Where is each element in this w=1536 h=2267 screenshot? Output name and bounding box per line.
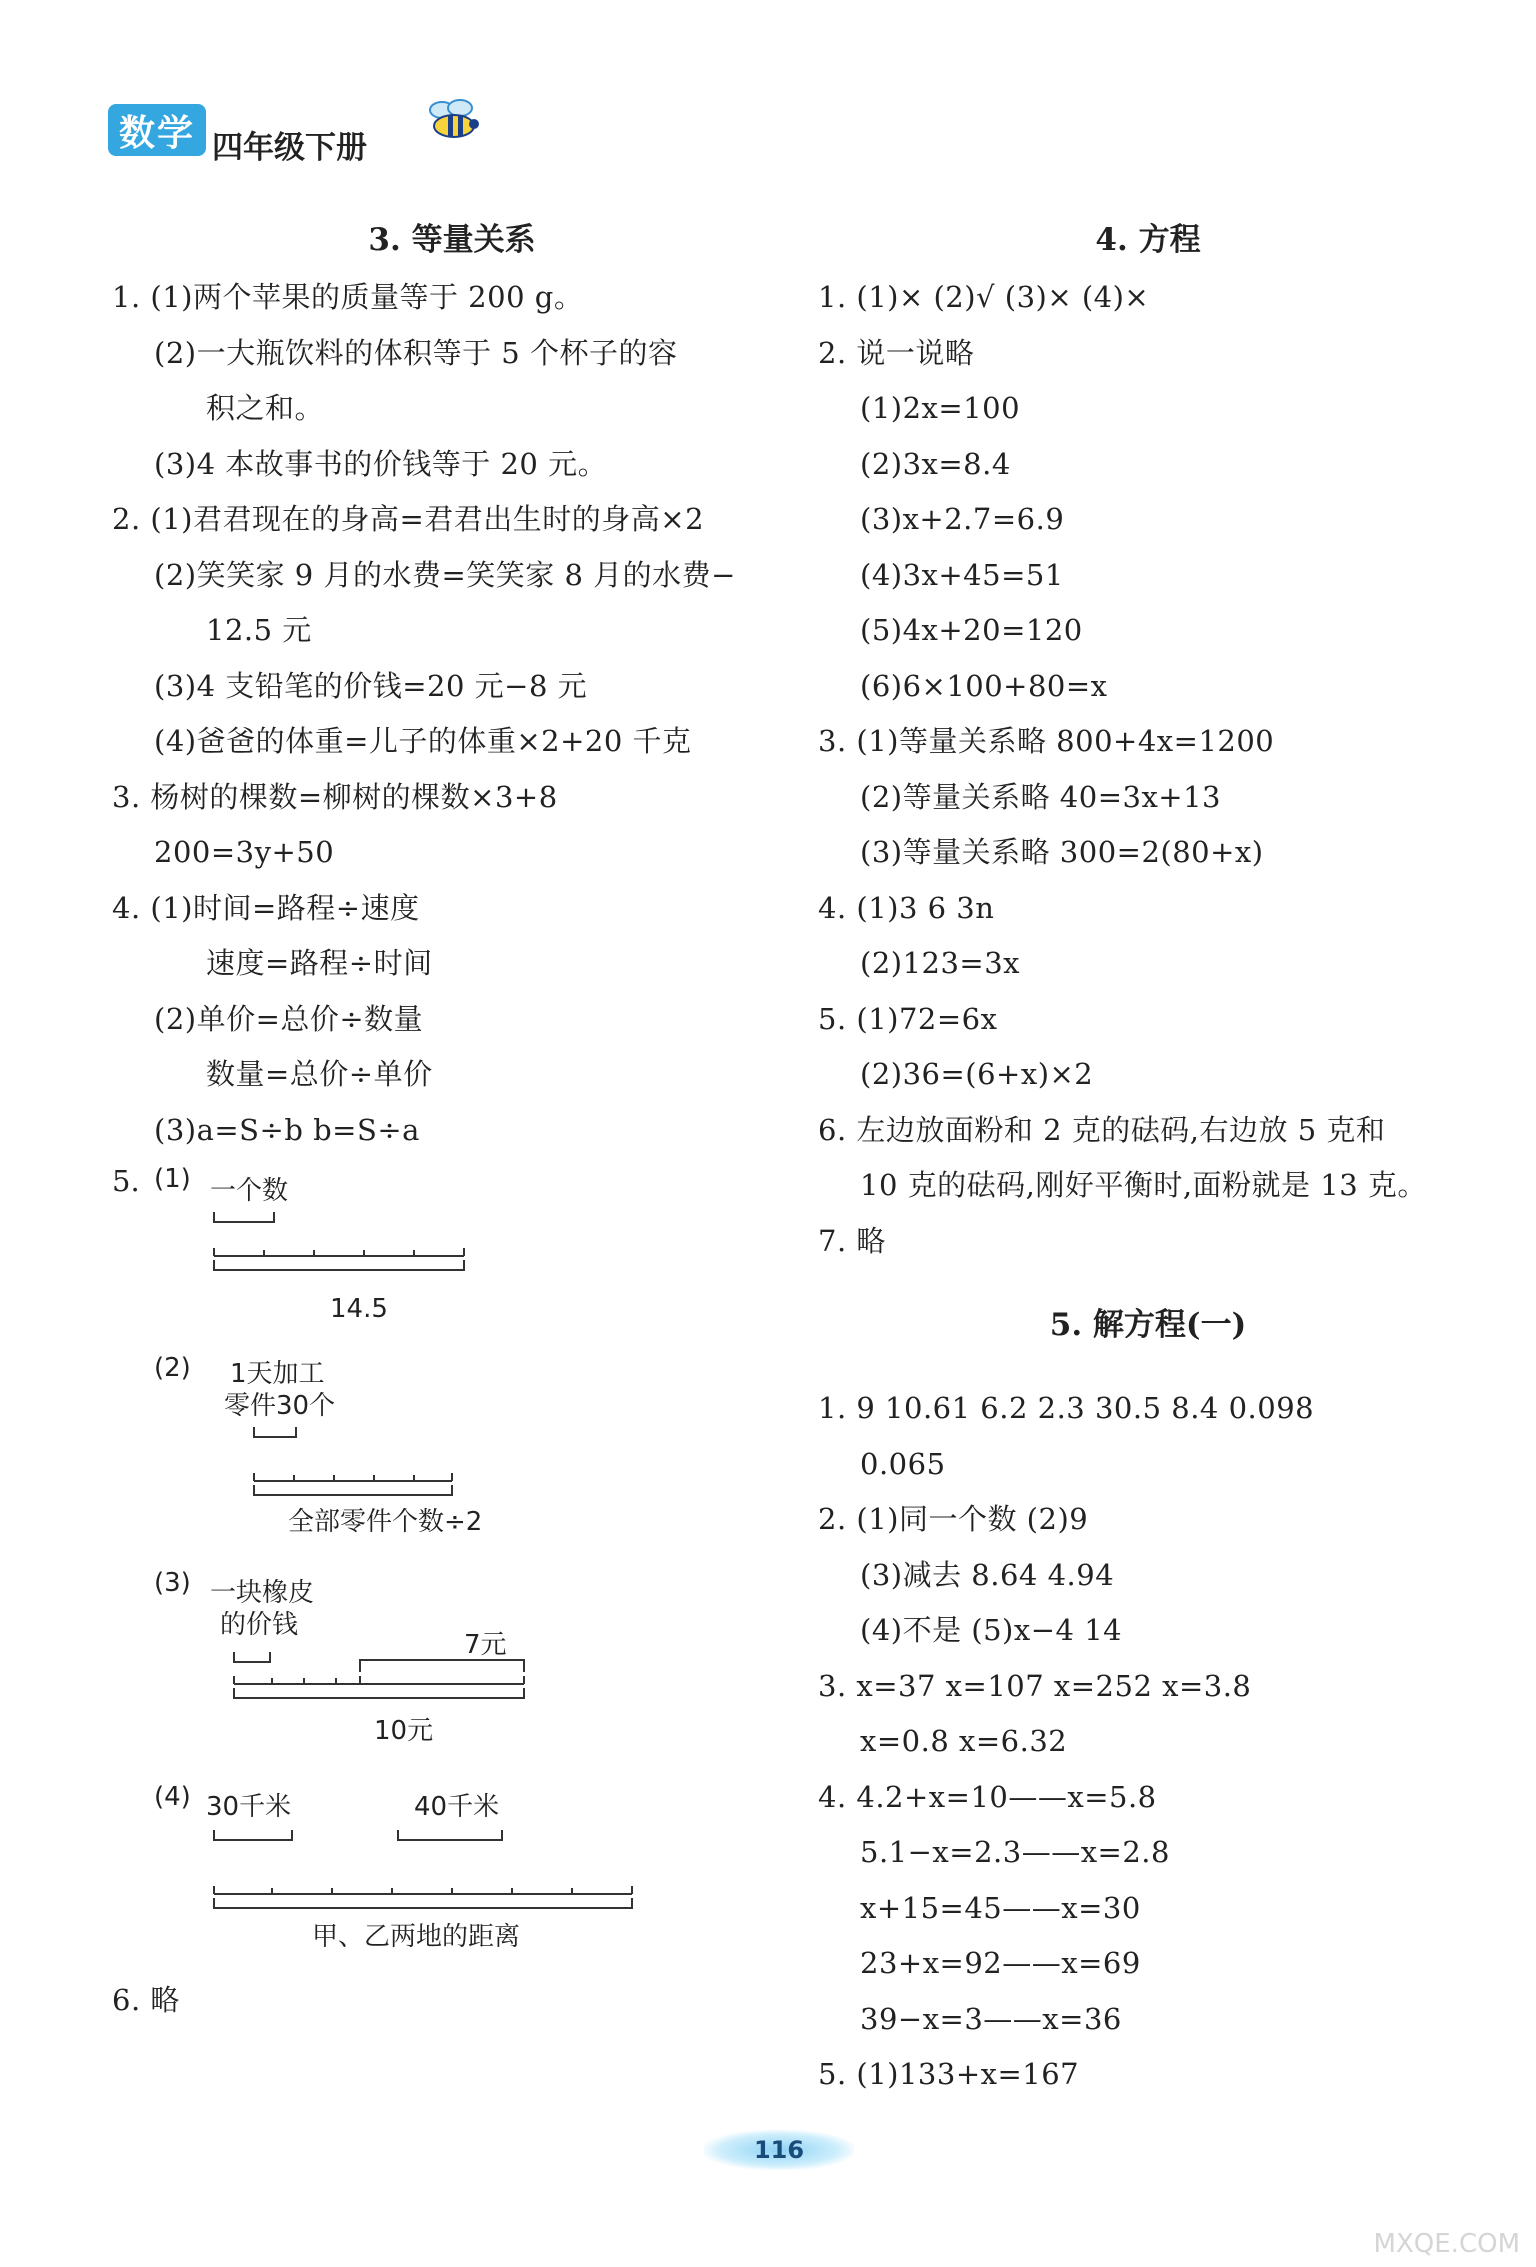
line-diagram-2 xyxy=(112,1353,792,1568)
answer-line: (2)等量关系略 40=3x+13 xyxy=(860,779,1222,814)
diagram-label-bottom: 全部零件个数÷2 xyxy=(288,1507,483,1537)
page-header xyxy=(108,96,488,166)
answer-line: 1. (1)× (2)√ (3)× (4)× xyxy=(818,280,1150,314)
answer-line: (2)一大瓶饮料的体积等于 5 个杯子的容 xyxy=(154,335,678,370)
line-diagram-3 xyxy=(112,1568,792,1778)
answer-line: (2)36=(6+x)×2 xyxy=(860,1057,1094,1091)
diagram-label-right: 7元 xyxy=(464,1630,507,1660)
answer-line: 2. (1)君君现在的身高=君君出生时的身高×2 xyxy=(112,502,705,536)
diagram-label-top: 零件30个 xyxy=(224,1391,336,1421)
diagram-tag: (2) xyxy=(154,1353,191,1383)
answer-line: x+15=45——x=30 xyxy=(860,1890,1141,1925)
section-title-equation: 4. 方程 xyxy=(1095,222,1201,258)
answer-line: 3. 杨树的棵数=柳树的棵数×3+8 xyxy=(112,779,558,814)
watermark-text: MXQE.COM xyxy=(1373,2229,1520,2259)
answer-line: 4. (1)时间=路程÷速度 xyxy=(112,890,420,925)
answer-line: (2)123=3x xyxy=(860,946,1021,980)
section-title-solve-equation: 5. 解方程(一) xyxy=(1049,1307,1247,1343)
answer-line: 12.5 元 xyxy=(206,613,312,647)
answer-line: (5)4x+20=120 xyxy=(860,613,1083,647)
grade-label: 四年级下册 xyxy=(212,130,367,166)
answer-line: (1)2x=100 xyxy=(860,391,1021,425)
bee-icon xyxy=(420,96,490,146)
answer-line: (3)a=S÷b b=S÷a xyxy=(154,1112,420,1147)
diagram-tag: (3) xyxy=(154,1568,191,1598)
answer-line: (4)不是 (5)x−4 14 xyxy=(860,1613,1123,1647)
answer-line: (3)x+2.7=6.9 xyxy=(860,502,1065,536)
answer-line: 7. 略 xyxy=(818,1223,886,1258)
diagram-label-top: 1天加工 xyxy=(230,1359,325,1389)
answer-line: (4)3x+45=51 xyxy=(860,557,1064,592)
answer-line: 3. x=37 x=107 x=252 x=3.8 xyxy=(818,1668,1252,1703)
answer-line: 39−x=3——x=36 xyxy=(860,2001,1122,2036)
answer-line: 6. 略 xyxy=(112,1983,180,2017)
answer-line: 23+x=92——x=69 xyxy=(860,1946,1141,1980)
answer-line: 10 克的砝码,刚好平衡时,面粉就是 13 克。 xyxy=(860,1168,1427,1202)
answer-line: 1. (1)两个苹果的质量等于 200 g。 xyxy=(112,280,584,314)
diagram-tag: (4) xyxy=(154,1782,191,1812)
answer-line: (6)6×100+80=x xyxy=(860,668,1108,703)
answer-line: 5. (1)72=6x xyxy=(818,1001,998,1036)
answer-line: 积之和。 xyxy=(206,391,325,425)
diagram-tag: (1) xyxy=(154,1164,191,1194)
answer-line: 6. 左边放面粉和 2 克的砝码,右边放 5 克和 xyxy=(818,1112,1386,1147)
answer-line: (3)减去 8.64 4.94 xyxy=(860,1557,1115,1592)
answer-line: x=0.8 x=6.32 xyxy=(860,1724,1068,1758)
diagram-label-top: 一个数 xyxy=(210,1176,289,1206)
page-number: 116 xyxy=(704,2130,854,2170)
right-column xyxy=(818,210,1478,2103)
answer-line: 200=3y+50 xyxy=(154,835,335,869)
answer-line: (4)爸爸的体重=儿子的体重×2+20 千克 xyxy=(154,724,692,758)
answer-line: (3)等量关系略 300=2(80+x) xyxy=(860,835,1264,869)
diagram-label-bottom: 10元 xyxy=(374,1716,434,1746)
answer-line: 4. (1)3 6 3n xyxy=(818,890,995,925)
answer-line: (2)单价=总价÷数量 xyxy=(154,1001,424,1036)
answer-line: 速度=路程÷时间 xyxy=(206,946,433,980)
left-column xyxy=(112,210,792,2029)
diagram-label-bottom: 14.5 xyxy=(330,1294,388,1324)
logo-text: 数学 xyxy=(118,112,195,154)
answer-line: 1. 9 10.61 6.2 2.3 30.5 8.4 0.098 xyxy=(818,1391,1315,1425)
answer-line: 0.065 xyxy=(860,1446,946,1481)
answer-line: 数量=总价÷单价 xyxy=(206,1057,433,1091)
diagram-label-b: 40千米 xyxy=(414,1792,500,1822)
line-diagram-1 xyxy=(112,1158,792,1353)
answer-line: 2. (1)同一个数 (2)9 xyxy=(818,1502,1089,1536)
diagram-label-a: 30千米 xyxy=(206,1792,292,1822)
subject-logo xyxy=(108,104,206,156)
diagram-label-top: 的价钱 xyxy=(220,1610,299,1640)
answer-line: 5.1−x=2.3——x=2.8 xyxy=(860,1835,1170,1869)
watermark-logo xyxy=(1320,2149,1520,2259)
answer-line: 4. 4.2+x=10——x=5.8 xyxy=(818,1779,1157,1814)
question-number: 5. xyxy=(112,1164,140,1198)
answer-line: 5. (1)133+x=167 xyxy=(818,2057,1080,2091)
answer-line: (3)4 支铅笔的价钱=20 元−8 元 xyxy=(154,668,588,703)
answer-line: (3)4 本故事书的价钱等于 20 元。 xyxy=(154,446,608,481)
diagram-label-top: 一块橡皮 xyxy=(210,1578,315,1608)
diagram-label-bottom: 甲、乙两地的距离 xyxy=(312,1922,521,1952)
answer-line: 2. 说一说略 xyxy=(818,335,975,370)
section-title-equal-relation: 3. 等量关系 xyxy=(368,222,536,258)
answer-line: (2)3x=8.4 xyxy=(860,446,1011,481)
line-diagram-4 xyxy=(112,1778,792,1973)
answer-line: (2)笑笑家 9 月的水费=笑笑家 8 月的水费− xyxy=(154,557,736,592)
answer-line: 3. (1)等量关系略 800+4x=1200 xyxy=(818,724,1275,758)
